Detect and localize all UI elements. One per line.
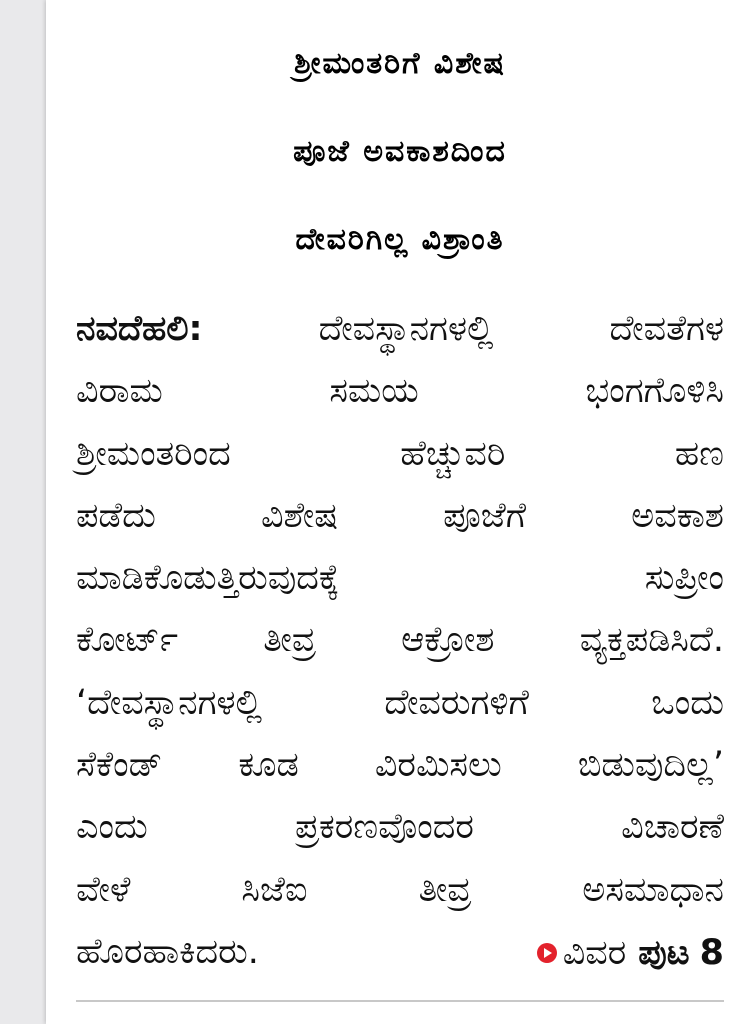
article-word: ಪಡೆದು [76,495,156,536]
headline-line-3: ದೇವರಿಗಿಲ್ಲ ವಿಶ್ರಾಂತಿ [295,222,505,257]
article-word: ಪ್ರಕರಣವೊಂದರ [295,807,474,848]
article-body [76,298,724,983]
article-word: ಹಣ [674,433,724,474]
article-word: ಕೂಡ [238,745,299,786]
article-word: ತೀವ್ರ [263,620,316,661]
article-word: ಹೆಚ್ಚುವರಿ [400,433,506,474]
jump-label: ವಿವರ [562,932,627,973]
column-divider [76,1000,724,1002]
article-line-last [76,921,724,983]
article-word: ಅವಕಾಶ [631,495,724,536]
headline-line-1: ಶ್ರೀಮಂತರಿಗೆ ವಿಶೇಷ [294,46,506,81]
play-arrow-icon [537,943,557,963]
article-word: ವಿಶೇಷ [260,495,339,536]
article-word: ಭಂಗಗೊಳಿಸಿ [585,371,724,412]
article-line [76,423,724,485]
article-word: ತೀವ್ರ [418,869,472,910]
continued-on-page-link[interactable] [537,922,724,984]
article-word: ಅಸಮಾಧಾನ [582,869,724,910]
article-line [76,609,724,671]
article-word: ವಿರಮಿಸಲು [374,745,502,786]
article-word: ಒಂದು [651,682,724,723]
headline [46,20,754,284]
article-word: ಸೆಕೆಂಡ್ [76,745,163,786]
article-word: ಪೂಜೆಗೆ [443,495,527,536]
article-line [76,360,724,422]
article-line [76,485,724,547]
article-line [76,672,724,734]
article-word: ಹೊರಹಾಕಿದರು. [76,931,259,972]
article-word: ಸಮಯ [329,371,419,412]
article-word: ವೇಳೆ [76,869,131,910]
article-word: ‘ದೇವಸ್ಥಾನಗಳಲ್ಲಿ [76,682,263,723]
article-word: ವಿಚಾರಣೆ [621,807,724,848]
article-word: ದೇವರುಗಳಿಗೆ [384,682,529,723]
dateline: ನವದೆಹಲಿ: [76,309,203,349]
jump-page-number: 8 [699,932,724,973]
article-word: ಆಕ್ರೋಶ [401,620,495,661]
article-word: ದೇವಸ್ಥಾನಗಳಲ್ಲಿ [318,309,494,349]
article-word: ಬಿಡುವುದಿಲ್ಲ’ [577,745,724,786]
article-word: ವಿರಾಮ [76,371,163,412]
article-word: ದೇವತೆಗಳ [609,309,724,349]
article-word: ಸುಪ್ರೀಂ [644,558,724,599]
jump-page-word: ಪುಟ [638,932,690,973]
article-word: ಕೋರ್ಟ್ [76,620,178,661]
article-line [76,547,724,609]
article-word: ಮಾಡಿಕೊಡುತ್ತಿರುವುದಕ್ಕೆ [76,558,340,599]
headline-line-2: ಪೂಜೆ ಅವಕಾಶದಿಂದ [293,134,507,169]
article-line [76,734,724,796]
article-word: ವ್ಯಕ್ತಪಡಿಸಿದೆ. [579,620,724,661]
article-line [76,859,724,921]
article-word: ಸಿಜೆಐ [241,869,308,910]
article-word: ಶ್ರೀಮಂತರಿಂದ [76,433,231,474]
article-line [76,796,724,858]
article-word: ಎಂದು [76,807,148,848]
article-line [76,298,724,360]
newspaper-clipping [46,0,754,1024]
